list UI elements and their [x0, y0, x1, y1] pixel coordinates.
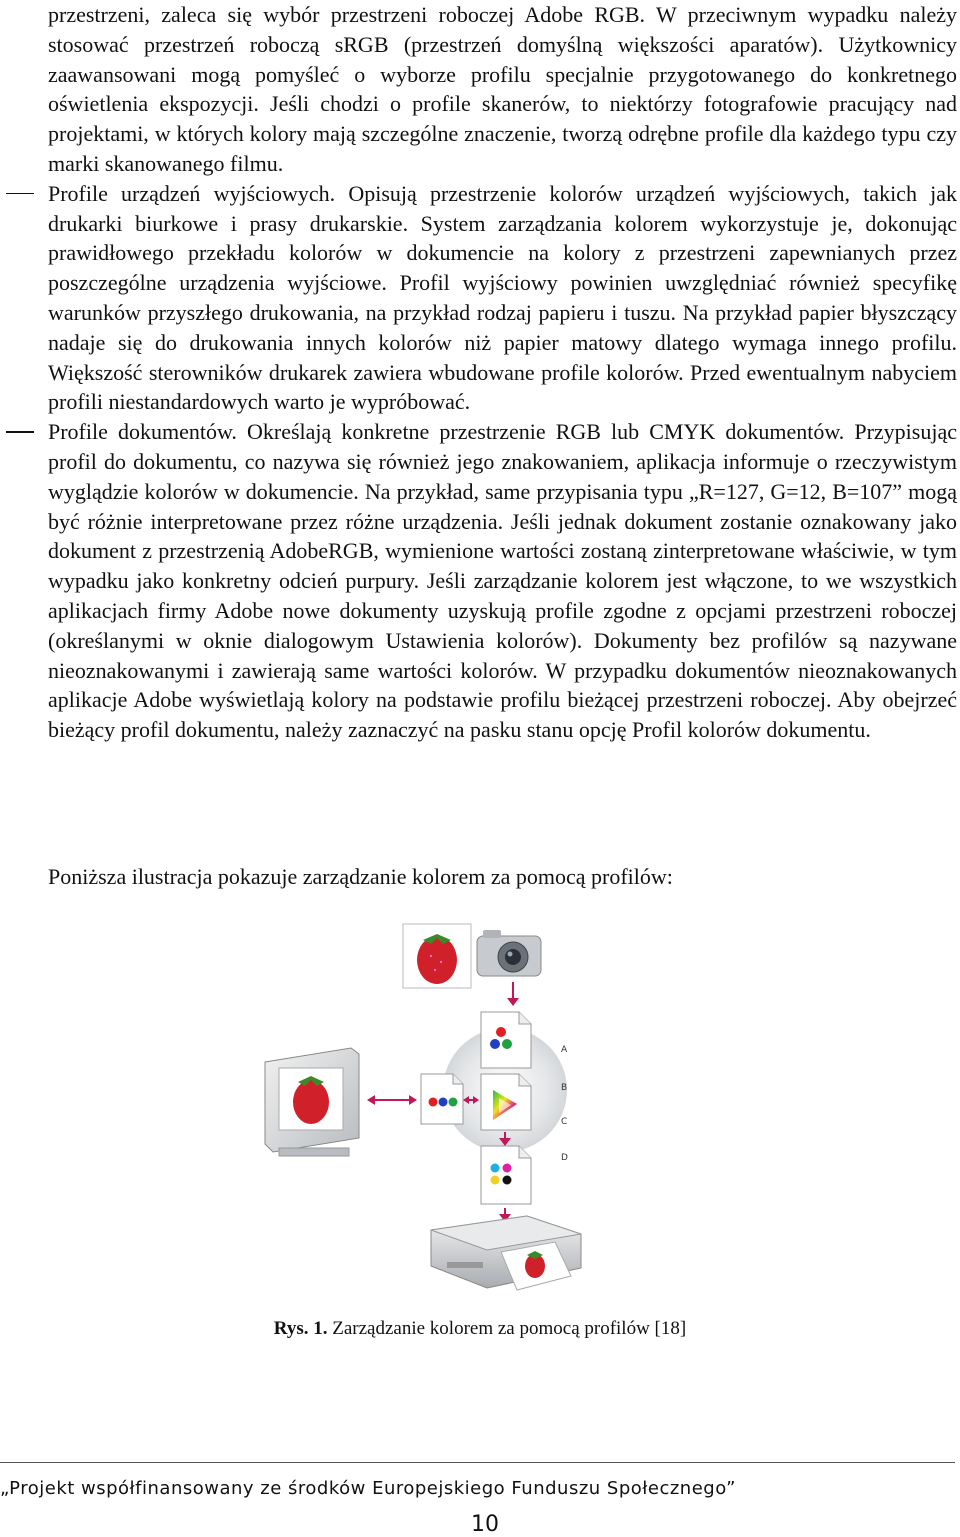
figure-illustration	[255, 912, 595, 1307]
printer-icon	[431, 1216, 581, 1290]
label-d: D	[561, 1153, 568, 1163]
footer-funding-note: „Projekt współfinansowany ze środków Europejskiego Funduszu Społecznego”	[0, 1478, 736, 1499]
list-item-document-profiles	[48, 417, 957, 745]
figure-caption	[0, 1316, 960, 1342]
list-item-documents-text: Profile dokumentów. Określają konkretne przestrzenie RGB lub CMYK dokumentów. Przypisując profil do dokumentu, co nazywa się również jego znakowaniem, aplikacja informuje o rzeczywistym wyglądzie kolorów w dokumencie. Na przykład, same przypisania typu „R=127, G=12, B=107” mogą być różnie interpretowane przez różne urządzenia. Jeśli jednak dokument zostanie oznakowany jako dokument z przestrzenią AdobeRGB, wymienione wartości zostaną zinterpretowane właściwie, w tym wypadku jako konkretny odcień purpury. Jeśli zarządzanie kolorem jest włączone, to we wszystkich aplikacjach firmy Adobe nowe dokumenty uzyskują profile zgodne z opcjami przestrzeni roboczej (określanymi w oknie dialogowym Ustawienia kolorów). Dokumenty bez profilów są nazywane nieoznakowanymi i zawierają same wartości kolorów. W przypadku dokumentów nieoznakowanych aplikacje Adobe wyświetlają kolory na podstawie profilu bieżącej przestrzeni roboczej. Aby obejrzeć bieżący profil dokumentu, należy zaznaczyć na pasku stanu opcję Profil kolorów dokumentu.	[48, 419, 957, 743]
list-item-output-text: Profile urządzeń wyjściowych. Opisują przestrzenie kolorów urządzeń wyjściowych, takich jak drukarki biurkowe i prasy drukarskie. System zarządzania kolorem wykorzystuje je, dokonując prawidłowego przekładu kolorów w dokumencie na kolory z przestrzeni zapewnianych przez poszczególne urządzenia wyjściowe. Profil wyjściowy powinien uwzględniać również specyfikę warunków przyszłego drukowania, na przykład rodzaj papieru i tuszu. Na przykład papier błyszczący nadaje się do drukowania innych kolorów niż papier matowy dlatego wymaga innego profilu. Większość sterowników drukarek zawiera wbudowane profile kolorów. Przed ewentualnym nabyciem profili niestandardowych warto je wypróbować.	[48, 180, 957, 415]
document-profile-a-icon	[481, 1012, 531, 1068]
strawberry-photo-icon	[403, 924, 471, 988]
body-text	[48, 0, 957, 745]
monitor-icon	[265, 1048, 359, 1156]
document-profile-rgb-icon	[421, 1074, 463, 1124]
list-dash	[6, 193, 34, 195]
label-c: C	[561, 1117, 568, 1127]
document-profile-cmyk-icon	[481, 1146, 531, 1204]
label-a: A	[561, 1045, 568, 1055]
list-item-output-profiles	[48, 179, 957, 417]
label-b: B	[561, 1083, 568, 1093]
list-dash	[6, 431, 34, 433]
paragraph-intro-cont: przestrzeni, zaleca się wybór przestrzeni roboczej Adobe RGB. W przeciwnym wypadku należy stosować przestrzeń roboczą sRGB (przestrzeń domyślną większości aparatów). Użytkownicy zaawansowani mogą pomyśleć o wyborze profilu specjalnie przygotowanego do konkretnego oświetlenia ekspozycji. Jeśli chodzi o profile skanerów, to niektórzy fotografowie pracujący nad projektami, w których kolory mają szczególne znaczenie, tworzą odrębne profile dla każdego typu czy marki skanowanego filmu.	[48, 2, 957, 176]
arrow-left-right-icon	[367, 1095, 417, 1105]
camera-icon	[477, 930, 541, 976]
page-number: 10	[471, 1512, 499, 1537]
caption-text: Zarządzanie kolorem za pomocą profilów [18]	[327, 1318, 687, 1339]
document-profile-b-icon	[481, 1074, 531, 1130]
footer-divider	[0, 1462, 955, 1463]
arrow-down-icon	[507, 982, 519, 1006]
figure-intro: Poniższa ilustracja pokazuje zarządzanie kolorem za pomocą profilów:	[48, 864, 673, 889]
caption-label: Rys. 1.	[273, 1318, 328, 1339]
color-management-figure	[255, 912, 595, 1307]
